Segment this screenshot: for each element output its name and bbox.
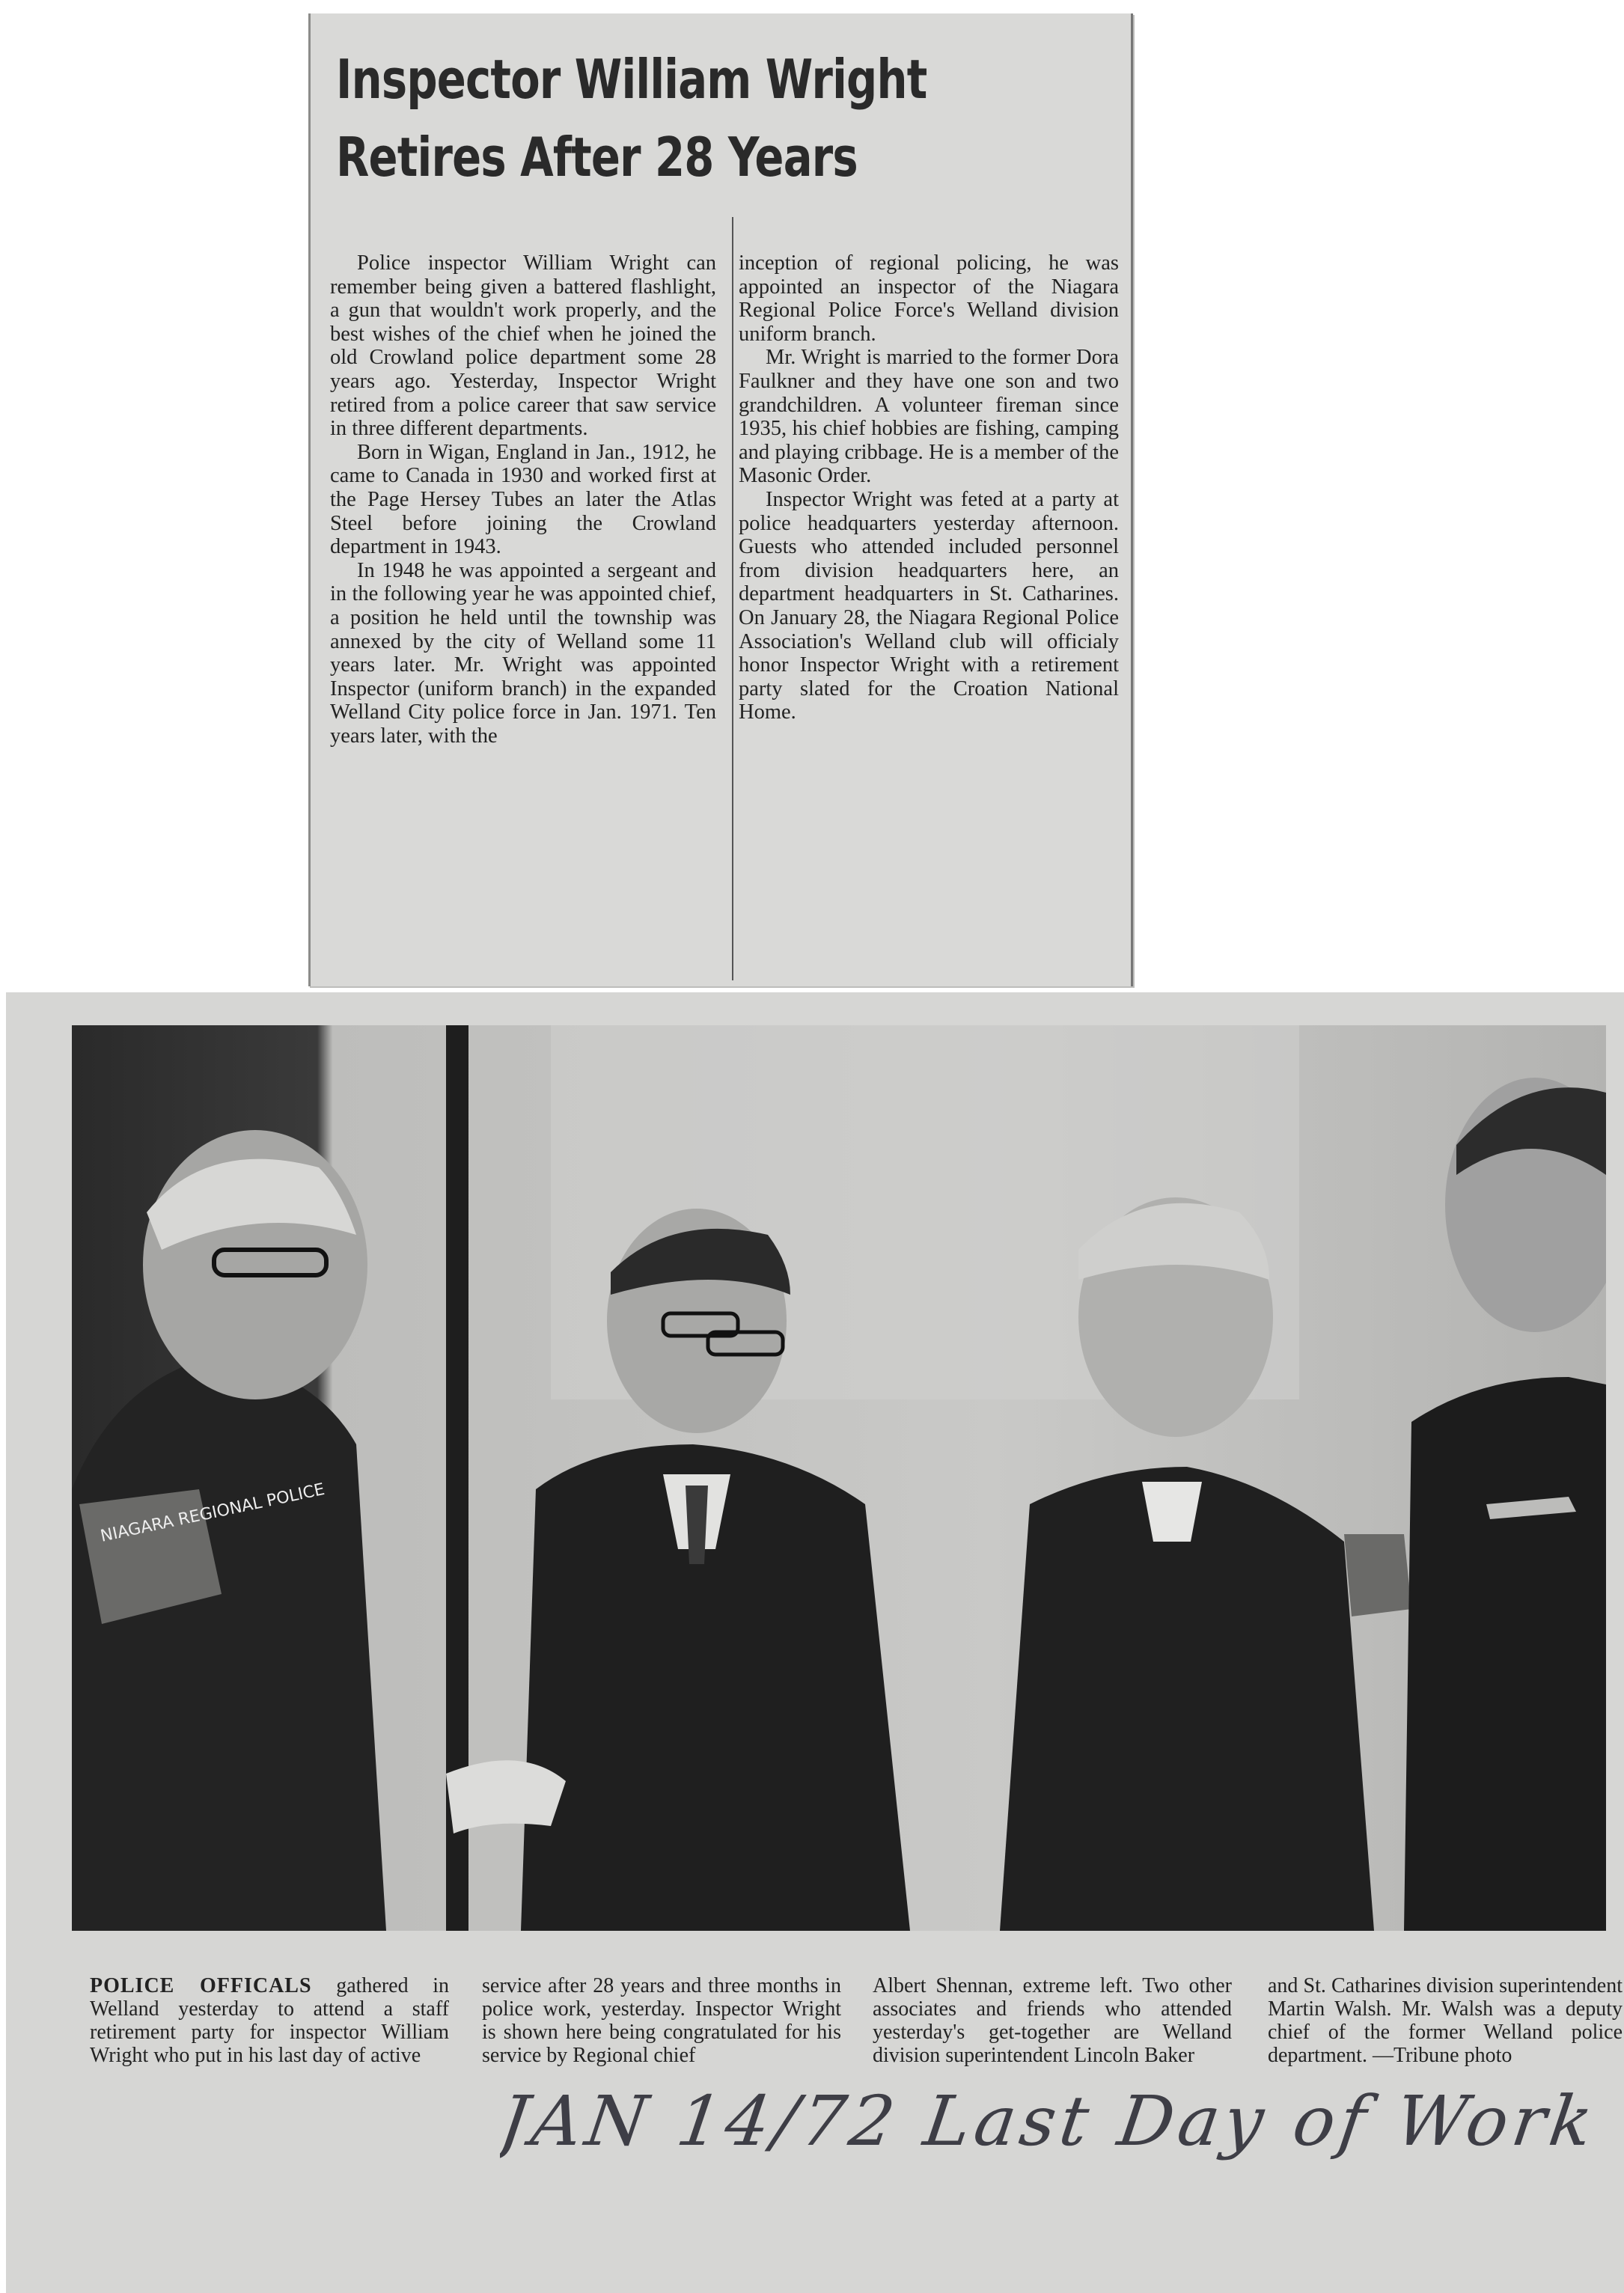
caption-column-1 (90, 1974, 449, 2067)
article-paragraph: Inspector Wright was feted at a party at police headquarters yesterday afternoon. Guests who attended included personnel from division headquarters here, an department headquarters in St. Catharines. On January 28, the Niagara Regional Police Association's Welland club will officialy honor Inspector Wright with a retirement party slated for the Croation National Home. (739, 487, 1119, 724)
headline-line-2: Retires After 28 Years (336, 126, 858, 189)
article-paragraph: Born in Wigan, England in Jan., 1912, he came to Canada in 1930 and worked first at the Page Hersey Tubes an later the Atlas Steel before joining the Crowland department in 1943. (330, 440, 716, 559)
article-right-column (739, 251, 1119, 724)
column-divider (732, 217, 733, 980)
patch-text: NIAGARA REGIONAL POLICE (99, 1480, 327, 1546)
caption-lead: POLICE OFFICALS (90, 1974, 312, 1997)
caption-text: gathered in Welland yesterday to attend a staff retirement party for inspector William Wright who put in his last day of active (90, 1974, 449, 2067)
article-paragraph: Mr. Wright is married to the former Dora Faulkner and they have one son and two grandchildren. A volunteer fireman since 1935, his chief hobbies are fishing, camping and playing cribbage. He is a member of the Masonic Order. (739, 346, 1119, 488)
headline-line-1: Inspector William Wright (336, 48, 927, 111)
article-left-column (330, 251, 716, 748)
handwritten-note (500, 2070, 1623, 2175)
handwritten-date-note (500, 2070, 1623, 2175)
photo-clipping (6, 992, 1624, 2293)
article-clipping (308, 13, 1133, 986)
article-headline (336, 40, 965, 196)
article-paragraph: Police inspector William Wright can remember being given a battered flashlight, a gun that wouldn't work properly, and the best wishes of the chief when he joined the old Crowland police department some 28 years ago. Yesterday, Inspector Wright retired from a police career that saw service in three different departments. (330, 251, 716, 441)
handwritten-text: JAN 14/72 Last Day of Work (500, 2080, 1602, 2161)
police-officers-photo (72, 1025, 1606, 1931)
caption-column-4: and St. Catharines division superintendent Martin Walsh. Mr. Walsh was a deputy chief of the former Welland police department. —Tribune photo (1268, 1974, 1623, 2067)
caption-column-2: service after 28 years and three months in police work, yesterday. Inspector Wright is shown here being congratulated for his service by Regional chief (482, 1974, 841, 2067)
article-paragraph: inception of regional policing, he was appointed an inspector of the Niagara Regional Police Force's Welland division uniform branch. (739, 251, 1119, 346)
news-photograph (72, 1025, 1606, 1931)
caption-column-3: Albert Shennan, extreme left. Two other associates and friends who attended yesterday's get-together are Welland division superintendent Lincoln Baker (873, 1974, 1232, 2067)
article-paragraph: In 1948 he was appointed a sergeant and in the following year he was appointed chief, a position he held until the township was annexed by the city of Welland some 11 years later. Mr. Wright was appointed Inspector (uniform branch) in the expanded Welland City police force in Jan. 1971. Ten years later, with the (330, 558, 716, 748)
